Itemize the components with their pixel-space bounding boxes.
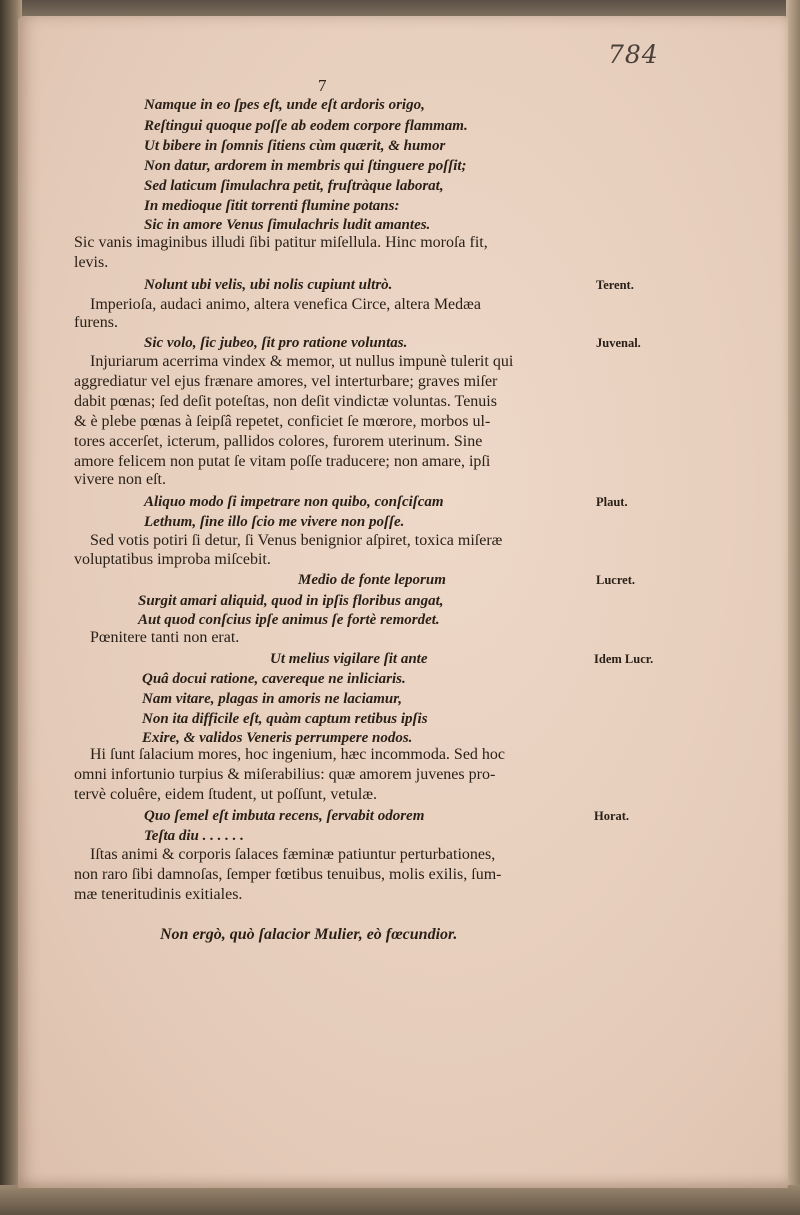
folio-number: 784 bbox=[608, 40, 659, 69]
text-line: & è plebe pœnas à ſeipſâ repetet, conficiet ſe mœrore, morbos ul- bbox=[74, 413, 491, 430]
text-line: Iſtas animi & corporis ſalaces fæminæ patiuntur perturbationes, bbox=[90, 846, 496, 863]
book-right-edge bbox=[786, 0, 800, 1215]
text-line: Hi ſunt ſalacium mores, hoc ingenium, hæc incommoda. Sed hoc bbox=[90, 746, 506, 763]
text-line: omni infortunio turpius & miſerabilius: quæ amorem juvenes pro- bbox=[74, 766, 496, 783]
book-bottom-edge bbox=[0, 1185, 800, 1215]
text-line: In medioque ſitit torrenti flumine potans: bbox=[144, 198, 400, 214]
text-line: Ut bibere in ſomnis ſitiens cùm quærit, & humor bbox=[144, 138, 446, 154]
text-line: Nolunt ubi velis, ubi nolis cupiunt ultrò. bbox=[144, 277, 393, 293]
text-line: Aut quod conſcius ipſe animus ſe fortè remordet. bbox=[138, 612, 440, 628]
text-line: Exire, & validos Veneris perrumpere nodos. bbox=[142, 730, 413, 746]
text-line: Injuriarum acerrima vindex & memor, ut nullus impunè tulerit qui bbox=[90, 353, 514, 370]
text-line: Pœnitere tanti non erat. bbox=[90, 629, 240, 646]
closing-motto: Non ergò, quò ſalacior Mulier, eò fœcundior. bbox=[160, 926, 458, 943]
text-line: Lethum, ſine illo ſcio me vivere non poſſe. bbox=[144, 514, 405, 530]
text-line: aggrediatur vel ejus frænare amores, vel interturbare; graves miſer bbox=[74, 373, 498, 390]
text-line: Sic vanis imaginibus illudi ſibi patitur miſellula. Hinc moroſa fit, bbox=[74, 234, 488, 251]
text-line: Non datur, ardorem in membris qui ſtinguere poſſit; bbox=[144, 158, 467, 174]
margin-note: Juvenal. bbox=[596, 336, 641, 350]
text-line: Teſta diu . . . . . . bbox=[144, 828, 244, 844]
text-line: Quâ docui ratione, cavereque ne inliciaris. bbox=[142, 671, 406, 687]
text-line: Reſtingui quoque poſſe ab eodem corpore flammam. bbox=[144, 118, 468, 134]
text-line: Aliquo modo ſi impetrare non quibo, conſciſcam bbox=[144, 494, 444, 510]
text-line: tervè coluêre, eidem ſtudent, ut poſſunt, vetulæ. bbox=[74, 786, 378, 803]
text-line: dabit pœnas; ſed deſit poteſtas, non deſit vindictæ voluntas. Tenuis bbox=[74, 393, 497, 410]
margin-note: Terent. bbox=[596, 278, 634, 292]
text-line: Namque in eo ſpes eſt, unde eſt ardoris origo, bbox=[144, 97, 425, 113]
text-line: Sed laticum ſimulachra petit, fruſtràque laborat, bbox=[144, 178, 444, 194]
text-line: Sed votis potiri ſi detur, ſi Venus benignior aſpiret, toxica miſeræ bbox=[90, 532, 503, 549]
text-line: Medio de fonte leporum bbox=[298, 572, 446, 588]
text-line: non raro ſibi damnoſas, ſemper fœtibus tenuibus, molis exilis, ſum- bbox=[74, 866, 502, 883]
page-number: 7 bbox=[318, 76, 327, 95]
text-line: furens. bbox=[74, 314, 118, 331]
text-line: mæ teneritudinis exitiales. bbox=[74, 886, 243, 903]
text-line: Sic in amore Venus ſimulachris ludit amantes. bbox=[144, 217, 431, 233]
margin-note: Plaut. bbox=[596, 495, 628, 509]
text-line: levis. bbox=[74, 254, 109, 271]
text-line: tores accerſet, icterum, pallidos colores, furorem uterinum. Sine bbox=[74, 433, 483, 450]
text-line: Sic volo, ſic jubeo, ſit pro ratione voluntas. bbox=[144, 335, 408, 351]
text-line: vivere non eſt. bbox=[74, 471, 166, 488]
text-line: voluptatibus improba miſcebit. bbox=[74, 551, 271, 568]
text-line: Ut melius vigilare ſit ante bbox=[270, 651, 428, 667]
text-line: Nam vitare, plagas in amoris ne laciamur, bbox=[142, 691, 403, 707]
margin-note: Horat. bbox=[594, 809, 630, 823]
text-line: Non ita difficile eſt, quàm captum retibus ipſis bbox=[142, 711, 428, 727]
text-line: Surgit amari aliquid, quod in ipſis floribus angat, bbox=[138, 593, 444, 609]
text-line: Quo ſemel eſt imbuta recens, ſervabit odorem bbox=[144, 808, 425, 824]
margin-note: Idem Lucr. bbox=[594, 652, 654, 666]
text-line: Imperioſa, audaci animo, altera venefica Circe, altera Medæa bbox=[90, 296, 481, 313]
text-line: amore felicem non putat ſe vitam poſſe traducere; non amare, ipſi bbox=[74, 453, 491, 470]
margin-note: Lucret. bbox=[596, 573, 635, 587]
